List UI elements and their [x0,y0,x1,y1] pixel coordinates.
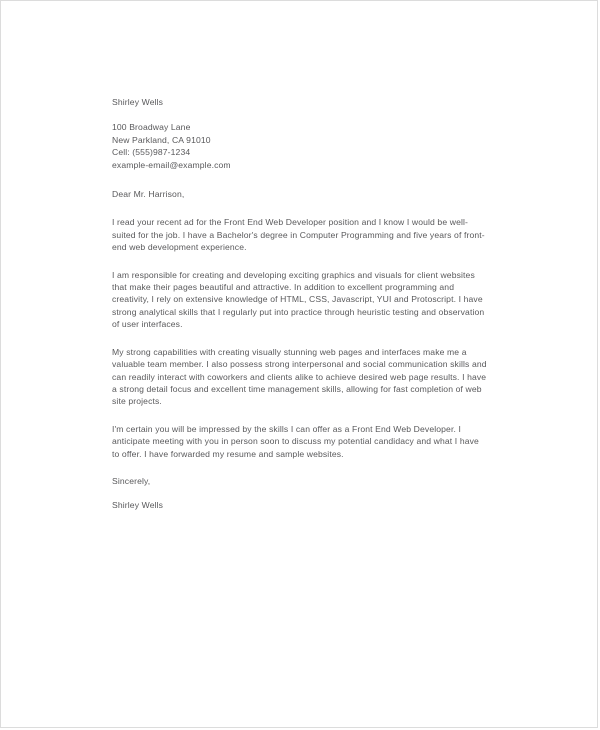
cover-letter-body [112,96,488,512]
sender-name: Shirley Wells [112,97,164,107]
address-line-street: 100 Broadway Lane [112,122,191,133]
address-line-city-state-zip: New Parkland, CA 91010 [112,134,211,145]
salutation: Dear Mr. Harrison, [112,189,185,200]
address-line-phone: Cell: (555)987-1234 [112,147,191,158]
closing-salutation: Sincerely, [112,475,151,486]
body-paragraph-2: I am responsible for creating and developing exciting graphics and visuals for client websites that make their pages beautiful and attractive. In addition to excellent programming and creativity, I rely on extensive knowledge of HTML, CSS, Javascript, YUI and Protoscript. I have strong analytical skills that I regularly put into practice through heuristic testing and observation of user interfaces. [112,269,485,330]
sender-address-block [112,121,488,171]
signature-name: Shirley Wells [112,500,164,511]
body-paragraph-1: I read your recent ad for the Front End Web Developer position and I know I would be well-suited for the job. I have a Bachelor's degree in Computer Programming and five years of front-end web development experience. [112,217,485,253]
body-paragraph-4: I'm certain you will be impressed by the skills I can offer as a Front End Web Developer. I anticipate meeting with you in person soon to discuss my potential candidacy and what I have to offer. I have forwarded my resume and sample websites. [112,423,479,459]
body-paragraph-3: My strong capabilities with creating visually stunning web pages and interfaces make me a valuable team member. I also possess strong interpersonal and social communication skills and can readily interact with coworkers and clients alike to achieve desired web page results. I have a strong detail focus and excellent time management skills, allowing for fast completion of web site projects. [112,346,487,407]
address-line-email: example-email@example.com [112,159,231,170]
